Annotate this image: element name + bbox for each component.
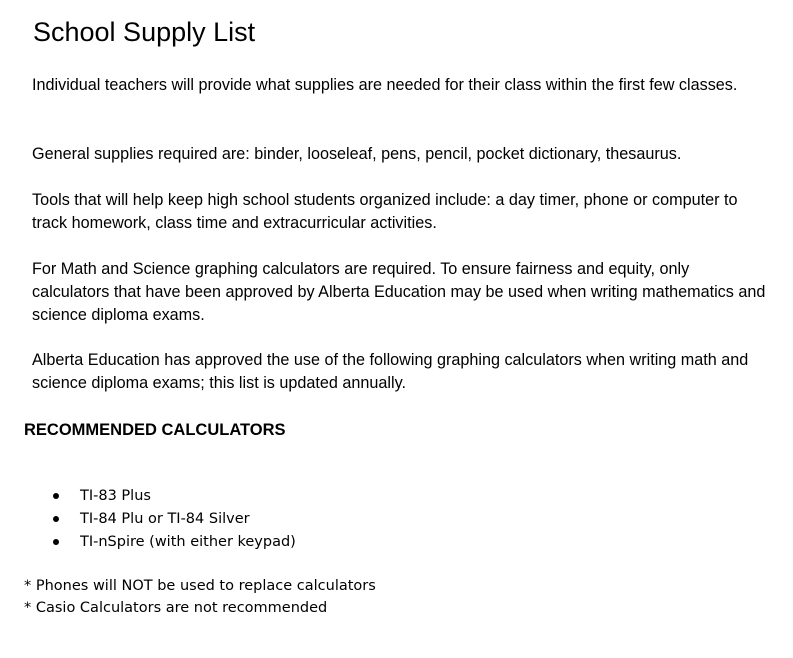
list-item <box>48 508 296 531</box>
calculator-requirement-paragraph: For Math and Science graphing calculators are required. To ensure fairness and equity, only calculators that have been approved by Alberta Education may be used when writing mathematics and science diploma exams. <box>32 260 766 324</box>
organization-tools-paragraph: Tools that will help keep high school students organized include: a day timer, phone or computer to track homework, class time and extracurricular activities. <box>32 191 738 232</box>
casio-note: * Casio Calculators are not recommended <box>24 600 328 616</box>
list-item <box>48 531 296 554</box>
general-supplies-paragraph: General supplies required are: binder, looseleaf, pens, pencil, pocket dictionary, thesaurus. <box>32 145 682 163</box>
bullet-icon <box>53 539 59 545</box>
calculator-label: TI-nSpire (with either keypad) <box>80 534 296 550</box>
phones-note: * Phones will NOT be used to replace calculators <box>24 578 376 594</box>
recommended-calculators-heading: RECOMMENDED CALCULATORS <box>24 421 286 439</box>
approved-calculators-paragraph: Alberta Education has approved the use of the following graphing calculators when writing math and science diploma exams; this list is updated annually. <box>32 351 749 392</box>
bullet-icon <box>53 493 59 499</box>
list-item <box>48 485 296 508</box>
bullet-icon <box>53 516 59 522</box>
calculator-label: TI-84 Plu or TI-84 Silver <box>80 511 250 527</box>
calculator-list <box>48 485 296 554</box>
intro-paragraph: Individual teachers will provide what supplies are needed for their class within the first few classes. <box>32 76 738 94</box>
calculator-label: TI-83 Plus <box>80 488 151 504</box>
page-title: School Supply List <box>33 17 256 47</box>
